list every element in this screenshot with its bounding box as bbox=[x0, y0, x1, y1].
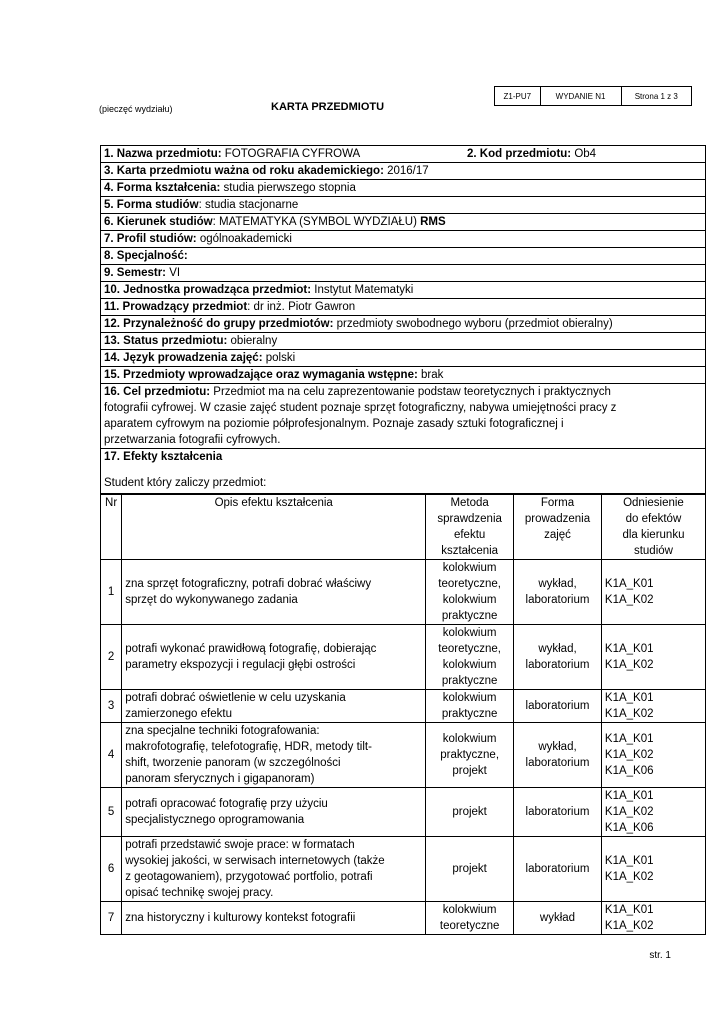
effect-row bbox=[101, 625, 706, 690]
document-code-box bbox=[494, 86, 692, 106]
effect-form bbox=[514, 902, 602, 935]
effect-form bbox=[514, 837, 602, 902]
field-label: 9. Semestr: bbox=[104, 267, 167, 279]
col-odniesienie bbox=[601, 495, 705, 560]
effect-form bbox=[514, 560, 602, 625]
effect-reference-line: K1A_K02 bbox=[604, 659, 654, 671]
effect-method-line: projekt bbox=[452, 765, 487, 777]
effect-reference-line: K1A_K01 bbox=[604, 733, 654, 745]
effect-method bbox=[426, 788, 514, 837]
effect-reference bbox=[601, 723, 705, 788]
effect-reference-line: K1A_K06 bbox=[604, 765, 654, 777]
effect-method bbox=[426, 723, 514, 788]
effect-description bbox=[122, 625, 426, 690]
effect-method-line: teoretyczne bbox=[439, 920, 500, 932]
col-opis: Opis efektu kształcenia bbox=[122, 495, 426, 560]
effect-form-line: laboratorium bbox=[525, 659, 590, 671]
effect-reference-line: K1A_K01 bbox=[604, 855, 654, 867]
effect-reference-line: K1A_K01 bbox=[604, 692, 654, 704]
field-row bbox=[100, 265, 706, 282]
effect-form-line: laboratorium bbox=[525, 806, 590, 818]
effect-method-line: projekt bbox=[452, 806, 487, 818]
goal-line: aparatem cyfrowym na poziomie półprofesjonalnym. Poznaje zasady sztuki fotograficznej i bbox=[104, 418, 564, 430]
effect-form-line: laboratorium bbox=[525, 757, 590, 769]
col-forma-line: prowadzenia bbox=[524, 513, 591, 525]
field-row bbox=[100, 180, 706, 197]
effect-method bbox=[426, 902, 514, 935]
col-metoda bbox=[426, 495, 514, 560]
effects-label: 17. Efekty kształcenia bbox=[104, 451, 223, 463]
course-card bbox=[100, 145, 706, 935]
field-label: 1. Nazwa przedmiotu: bbox=[104, 148, 222, 160]
col-odn-line: Odniesienie bbox=[623, 497, 684, 509]
effect-reference-line: K1A_K02 bbox=[604, 749, 654, 761]
field-value: FOTOGRAFIA CYFROWA bbox=[221, 148, 361, 160]
col-forma-line: Forma bbox=[540, 497, 575, 509]
effect-description-line: opisać technikę swojej pracy. bbox=[125, 887, 274, 899]
effect-reference-line: K1A_K02 bbox=[604, 920, 654, 932]
field-value: : studia stacjonarne bbox=[198, 199, 299, 211]
field-row bbox=[100, 282, 706, 299]
effect-nr: 5 bbox=[101, 788, 122, 837]
field-value: przedmioty swobodnego wyboru (przedmiot obieralny) bbox=[333, 318, 613, 330]
field-value: polski bbox=[262, 352, 296, 364]
field-label: 15. Przedmioty wprowadzające oraz wymagania wstępne: bbox=[104, 369, 418, 381]
effect-reference-line: K1A_K01 bbox=[604, 790, 654, 802]
effect-description-line: specjalistycznego oprogramowania bbox=[125, 814, 305, 826]
effect-form bbox=[514, 690, 602, 723]
effect-reference-line: K1A_K02 bbox=[604, 806, 654, 818]
field-label: 5. Forma studiów bbox=[104, 199, 199, 211]
effect-method bbox=[426, 625, 514, 690]
effect-reference-line: K1A_K02 bbox=[604, 594, 654, 606]
effects-header bbox=[100, 449, 706, 494]
effect-reference bbox=[601, 560, 705, 625]
effect-reference bbox=[601, 690, 705, 723]
field-row bbox=[100, 299, 706, 316]
effect-method-line: projekt bbox=[452, 863, 487, 875]
effect-form-line: wykład, bbox=[538, 741, 577, 753]
field-value: VI bbox=[166, 267, 181, 279]
effect-row bbox=[101, 560, 706, 625]
course-fields bbox=[100, 145, 706, 384]
field-row bbox=[100, 248, 706, 265]
field-value: studia pierwszego stopnia bbox=[220, 182, 356, 194]
effect-reference bbox=[601, 625, 705, 690]
effect-description bbox=[122, 723, 426, 788]
effect-nr: 1 bbox=[101, 560, 122, 625]
col-forma bbox=[514, 495, 602, 560]
field-value: : dr inż. Piotr Gawron bbox=[247, 301, 356, 313]
effect-description-line: potrafi opracować fotografię przy użyciu bbox=[125, 798, 328, 810]
effect-method-line: praktyczne, bbox=[440, 749, 500, 761]
doc-edition: WYDANIE N1 bbox=[540, 87, 621, 106]
effect-description bbox=[122, 788, 426, 837]
effect-reference-line: K1A_K06 bbox=[604, 822, 654, 834]
faculty-stamp-label: (pieczęć wydziału) bbox=[99, 104, 173, 114]
field-row bbox=[100, 333, 706, 350]
effect-description-line: potrafi wykonać prawidłową fotografię, dobierając bbox=[125, 643, 377, 655]
field-label: 12. Przynależność do grupy przedmiotów: bbox=[104, 318, 334, 330]
col-metoda-line: efektu bbox=[453, 529, 486, 541]
effect-description-line: zamierzonego efektu bbox=[125, 708, 232, 720]
field-value: 2016/17 bbox=[383, 165, 429, 177]
effect-row bbox=[101, 902, 706, 935]
page-number: str. 1 bbox=[649, 950, 671, 961]
col-metoda-line: kształcenia bbox=[441, 545, 499, 557]
col-metoda-line: sprawdzenia bbox=[437, 513, 502, 525]
col-odn-line: do efektów bbox=[625, 513, 682, 525]
field-value: ogólnoakademicki bbox=[196, 233, 292, 245]
effect-method-line: kolokwium bbox=[442, 692, 497, 704]
field-label: 7. Profil studiów: bbox=[104, 233, 197, 245]
field-row bbox=[100, 316, 706, 333]
effect-nr: 6 bbox=[101, 837, 122, 902]
effect-row bbox=[101, 788, 706, 837]
effect-reference-line: K1A_K02 bbox=[604, 708, 654, 720]
effect-method-line: kolokwium bbox=[442, 627, 497, 639]
document-title: KARTA PRZEDMIOTU bbox=[271, 101, 385, 113]
col-odn-line: dla kierunku bbox=[622, 529, 685, 541]
effect-form-line: laboratorium bbox=[525, 594, 590, 606]
effect-reference bbox=[601, 902, 705, 935]
field-label: 14. Język prowadzenia zajęć: bbox=[104, 352, 263, 364]
effect-method-line: kolokwium bbox=[442, 562, 497, 574]
effect-method-line: praktyczne bbox=[441, 610, 498, 622]
field-row bbox=[100, 350, 706, 367]
doc-code: Z1-PU7 bbox=[495, 87, 541, 106]
effect-method-line: kolokwium bbox=[442, 659, 497, 671]
course-goal bbox=[100, 384, 706, 449]
effect-form bbox=[514, 723, 602, 788]
col-forma-line: zajęć bbox=[544, 529, 571, 541]
effect-description bbox=[122, 902, 426, 935]
effect-reference-line: K1A_K02 bbox=[604, 871, 654, 883]
effect-method-line: praktyczne bbox=[441, 708, 498, 720]
effect-description bbox=[122, 560, 426, 625]
field-label: 13. Status przedmiotu: bbox=[104, 335, 228, 347]
field-label: 4. Forma kształcenia: bbox=[104, 182, 221, 194]
effect-description-line: zna historyczny i kulturowy kontekst fotografii bbox=[125, 912, 356, 924]
effect-description-line: potrafi przedstawić swoje prace: w formatach bbox=[125, 839, 355, 851]
effect-reference-line: K1A_K01 bbox=[604, 643, 654, 655]
field-label: 10. Jednostka prowadząca przedmiot: bbox=[104, 284, 312, 296]
doc-page-info: Strona 1 z 3 bbox=[621, 87, 691, 106]
effect-nr: 4 bbox=[101, 723, 122, 788]
effect-method-line: kolokwium bbox=[442, 733, 497, 745]
field-value: : MATEMATYKA (SYMBOL WYDZIAŁU) bbox=[212, 216, 421, 228]
effect-description-line: makrofotografię, telefotografię, HDR, metody tilt- bbox=[125, 741, 372, 753]
field-value: obieralny bbox=[227, 335, 278, 347]
effects-table-header bbox=[101, 495, 706, 560]
effect-method-line: kolokwium bbox=[442, 594, 497, 606]
effect-form-line: wykład, bbox=[538, 578, 577, 590]
effect-form bbox=[514, 625, 602, 690]
goal-line: Przedmiot ma na celu zaprezentowanie podstaw teoretycznych i praktycznych bbox=[210, 386, 611, 398]
effect-description-line: panoram sferycznych i gigapanoram) bbox=[125, 773, 315, 785]
field-value-bold: RMS bbox=[420, 216, 446, 228]
goal-label: 16. Cel przedmiotu: bbox=[104, 386, 211, 398]
effect-nr: 3 bbox=[101, 690, 122, 723]
field-label: 2. Kod przedmiotu: bbox=[467, 148, 572, 160]
col-nr: Nr bbox=[101, 495, 122, 560]
effect-nr: 2 bbox=[101, 625, 122, 690]
goal-line: fotografii cyfrowej. W czasie zajęć student poznaje sprzęt fotograficzny, nabywa umiejętności pracy z bbox=[104, 402, 617, 414]
field-row bbox=[100, 367, 706, 384]
goal-line: przetwarzania fotografii cyfrowych. bbox=[104, 434, 281, 446]
effect-reference bbox=[601, 788, 705, 837]
col-metoda-line: Metoda bbox=[450, 497, 489, 509]
effect-reference-line: K1A_K01 bbox=[604, 904, 654, 916]
field-label: 6. Kierunek studiów bbox=[104, 216, 213, 228]
effect-description bbox=[122, 690, 426, 723]
effect-description-line: zna sprzęt fotograficzny, potrafi dobrać właściwy bbox=[125, 578, 372, 590]
effect-description-line: zna specjalne techniki fotografowania: bbox=[125, 725, 320, 737]
effect-method bbox=[426, 560, 514, 625]
effect-form-line: wykład, bbox=[538, 643, 577, 655]
effect-method-line: kolokwium bbox=[442, 904, 497, 916]
effect-method bbox=[426, 837, 514, 902]
effect-row bbox=[101, 690, 706, 723]
field-row bbox=[100, 197, 706, 214]
effect-description-line: z geotagowaniem), przygotować portfolio, potrafi bbox=[125, 871, 373, 883]
field-row bbox=[100, 231, 706, 248]
field-value: Instytut Matematyki bbox=[311, 284, 414, 296]
effects-table bbox=[100, 494, 706, 935]
field-value: Ob4 bbox=[571, 148, 597, 160]
effects-intro: Student który zaliczy przedmiot: bbox=[104, 477, 267, 489]
effect-description bbox=[122, 837, 426, 902]
effect-method-line: teoretyczne, bbox=[438, 578, 501, 590]
effect-row bbox=[101, 723, 706, 788]
effect-description-line: shift, tworzenie panoram (w szczególności bbox=[125, 757, 341, 769]
field-value: brak bbox=[417, 369, 444, 381]
field-label: 8. Specjalność: bbox=[104, 250, 188, 262]
field-row bbox=[100, 214, 706, 231]
effect-nr: 7 bbox=[101, 902, 122, 935]
field-label: 11. Prowadzący przedmiot bbox=[104, 301, 248, 313]
effect-description-line: parametry ekspozycji i regulacji głębi ostrości bbox=[125, 659, 356, 671]
effect-description-line: potrafi dobrać oświetlenie w celu uzyskania bbox=[125, 692, 346, 704]
effect-form-line: wykład bbox=[539, 912, 576, 924]
field-secondary bbox=[467, 146, 596, 162]
col-odn-line: studiów bbox=[633, 545, 673, 557]
effect-form bbox=[514, 788, 602, 837]
effect-description-line: wysokiej jakości, w serwisach internetowych (także bbox=[125, 855, 385, 867]
effect-row bbox=[101, 837, 706, 902]
effect-method-line: praktyczne bbox=[441, 675, 498, 687]
effect-method-line: teoretyczne, bbox=[438, 643, 501, 655]
effect-reference-line: K1A_K01 bbox=[604, 578, 654, 590]
effect-form-line: laboratorium bbox=[525, 863, 590, 875]
effect-reference bbox=[601, 837, 705, 902]
field-row bbox=[100, 163, 706, 180]
effect-description-line: sprzęt do wykonywanego zadania bbox=[125, 594, 298, 606]
field-label: 3. Karta przedmiotu ważna od roku akademickiego: bbox=[104, 165, 384, 177]
effect-method bbox=[426, 690, 514, 723]
effect-form-line: laboratorium bbox=[525, 700, 590, 712]
field-row bbox=[100, 145, 706, 163]
